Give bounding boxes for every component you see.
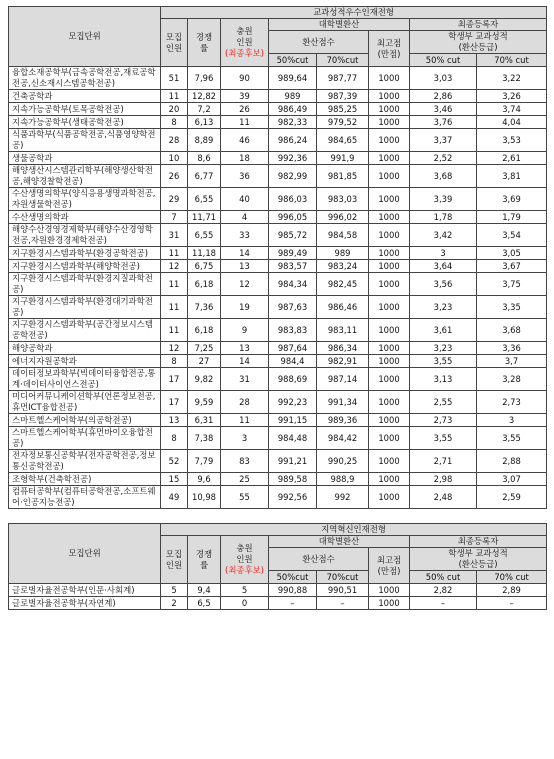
- score-70cut-cell: 987,39: [317, 90, 369, 103]
- extra-cell: 19: [221, 296, 269, 319]
- major-cell: 건축공학과: [9, 90, 161, 103]
- extra-cell: 13: [221, 342, 269, 355]
- major-cell: 지속가능공학부(생태공학전공): [9, 116, 161, 129]
- grade-70cut-cell: 2,59: [477, 486, 547, 509]
- extra-cell: 11: [221, 414, 269, 427]
- score-50cut-cell: –: [269, 597, 317, 610]
- header-50cut-grade: 50% cut: [410, 54, 477, 67]
- score-70cut-cell: 985,25: [317, 103, 369, 116]
- header2-quota: 모집 인원: [161, 536, 188, 584]
- score-50cut-cell: 987,64: [269, 342, 317, 355]
- grade-50cut-cell: 3,56: [410, 273, 477, 296]
- grade-70cut-cell: 3,75: [477, 273, 547, 296]
- max-score-cell: 1000: [369, 116, 410, 129]
- major-cell: 지구환경시스템과학부(해양학전공): [9, 260, 161, 273]
- major-cell: 수산생명의학부(양식응용생명과학전공,자원생물학전공): [9, 188, 161, 211]
- grade-50cut-cell: 3: [410, 247, 477, 260]
- score-50cut-cell: 988,69: [269, 368, 317, 391]
- grade-50cut-cell: 3,64: [410, 260, 477, 273]
- major-cell: 데이터정보과학부(빅데이터융합전공,통계·데이터사이언스전공): [9, 368, 161, 391]
- major-cell: 컴퓨터공학부(컴퓨터공학전공,소프트웨어·인공지능전공): [9, 486, 161, 509]
- competition-cell: 6,13: [188, 116, 221, 129]
- header2-competition: 경쟁 률: [188, 536, 221, 584]
- header-extra-note: (최종후보): [225, 48, 264, 58]
- grade-50cut-cell: 3,76: [410, 116, 477, 129]
- header-competition: 경쟁 률: [188, 19, 221, 67]
- competition-cell: 6,5: [188, 597, 221, 610]
- max-score-cell: 1000: [369, 165, 410, 188]
- score-50cut-cell: 985,72: [269, 224, 317, 247]
- grade-50cut-cell: 3,03: [410, 67, 477, 90]
- table-row: [9, 247, 547, 260]
- major-cell: 에너지자원공학과: [9, 355, 161, 368]
- table-row: [9, 584, 547, 597]
- score-70cut-cell: 986,34: [317, 342, 369, 355]
- table-row: [9, 355, 547, 368]
- quota-cell: 13: [161, 414, 188, 427]
- score-50cut-cell: 991,15: [269, 414, 317, 427]
- grade-50cut-cell: 2,82: [410, 584, 477, 597]
- grade-50cut-cell: 1,78: [410, 211, 477, 224]
- quota-cell: 17: [161, 391, 188, 414]
- score-70cut-cell: 989: [317, 247, 369, 260]
- quota-cell: 49: [161, 486, 188, 509]
- score-70cut-cell: 979,52: [317, 116, 369, 129]
- extra-cell: 90: [221, 67, 269, 90]
- quota-cell: 12: [161, 260, 188, 273]
- grade-70cut-cell: 3,54: [477, 224, 547, 247]
- score-70cut-cell: 996,02: [317, 211, 369, 224]
- grade-70cut-cell: 3,22: [477, 67, 547, 90]
- competition-cell: 9,59: [188, 391, 221, 414]
- max-score-cell: 1000: [369, 129, 410, 152]
- score-50cut-cell: 989,49: [269, 247, 317, 260]
- table-row: [9, 296, 547, 319]
- grade-50cut-cell: 2,71: [410, 450, 477, 473]
- max-score-cell: 1000: [369, 188, 410, 211]
- grade-70cut-cell: 3,07: [477, 473, 547, 486]
- score-70cut-cell: 987,14: [317, 368, 369, 391]
- competition-cell: 8,6: [188, 152, 221, 165]
- competition-cell: 7,38: [188, 427, 221, 450]
- max-score-cell: 1000: [369, 211, 410, 224]
- score-70cut-cell: 982,45: [317, 273, 369, 296]
- header2-extra: [221, 536, 269, 584]
- grade-70cut-cell: 2,73: [477, 391, 547, 414]
- score-70cut-cell: 992: [317, 486, 369, 509]
- quota-cell: 51: [161, 67, 188, 90]
- quota-cell: 20: [161, 103, 188, 116]
- extra-cell: 26: [221, 103, 269, 116]
- grade-70cut-cell: 3,36: [477, 342, 547, 355]
- extra-cell: 46: [221, 129, 269, 152]
- competition-cell: 6,75: [188, 260, 221, 273]
- table-row: [9, 342, 547, 355]
- extra-cell: 9: [221, 319, 269, 342]
- quota-cell: 10: [161, 152, 188, 165]
- grade-50cut-cell: 3,13: [410, 368, 477, 391]
- grade-70cut-cell: 2,61: [477, 152, 547, 165]
- extra-cell: 40: [221, 188, 269, 211]
- table-row: [9, 319, 547, 342]
- competition-cell: 7,2: [188, 103, 221, 116]
- grade-70cut-cell: 1,79: [477, 211, 547, 224]
- score-70cut-cell: 981,85: [317, 165, 369, 188]
- header2-final-reg-sub: 학생부 교과성적 (환산등급): [410, 548, 547, 571]
- header2-major: 모집단위: [9, 524, 161, 584]
- grade-70cut-cell: 3,7: [477, 355, 547, 368]
- score-50cut-cell: 982,33: [269, 116, 317, 129]
- grade-50cut-cell: 3,23: [410, 342, 477, 355]
- competition-cell: 9,6: [188, 473, 221, 486]
- table-row: [9, 103, 547, 116]
- header-max-score: 최고점 (만점): [369, 31, 410, 67]
- table-row: [9, 90, 547, 103]
- quota-cell: 5: [161, 584, 188, 597]
- competition-cell: 10,98: [188, 486, 221, 509]
- extra-cell: 25: [221, 473, 269, 486]
- major-cell: 수산생명의학과: [9, 211, 161, 224]
- score-70cut-cell: 991,34: [317, 391, 369, 414]
- header2-university-conversion: 대학별환산: [269, 536, 410, 548]
- max-score-cell: 1000: [369, 103, 410, 116]
- score-50cut-cell: 983,57: [269, 260, 317, 273]
- max-score-cell: 1000: [369, 319, 410, 342]
- grade-50cut-cell: –: [410, 597, 477, 610]
- score-70cut-cell: –: [317, 597, 369, 610]
- header2-extra-note: (최종후보): [225, 565, 264, 575]
- quota-cell: 8: [161, 355, 188, 368]
- header-final-reg: 최종등록자: [410, 19, 547, 31]
- table-row: [9, 152, 547, 165]
- table-row: [9, 414, 547, 427]
- grade-70cut-cell: 3,55: [477, 427, 547, 450]
- max-score-cell: 1000: [369, 584, 410, 597]
- extra-cell: 3: [221, 427, 269, 450]
- grade-50cut-cell: 3,39: [410, 188, 477, 211]
- competition-cell: 12,82: [188, 90, 221, 103]
- max-score-cell: 1000: [369, 260, 410, 273]
- table-row: [9, 67, 547, 90]
- grade-70cut-cell: 3,26: [477, 90, 547, 103]
- table-regional-innovation: [8, 523, 547, 610]
- header-70cut-grade: 70% cut: [477, 54, 547, 67]
- quota-cell: 52: [161, 450, 188, 473]
- extra-cell: 14: [221, 355, 269, 368]
- major-cell: 식품과학부(식품공학전공,식품영양학전공): [9, 129, 161, 152]
- table-row: [9, 391, 547, 414]
- grade-50cut-cell: 2,86: [410, 90, 477, 103]
- score-50cut-cell: 989: [269, 90, 317, 103]
- major-cell: 미디어커뮤니케이션학부(언론정보전공,휴먼ICT융합전공): [9, 391, 161, 414]
- extra-cell: 12: [221, 273, 269, 296]
- major-cell: 전자정보통신공학부(전자공학전공,정보통신공학전공): [9, 450, 161, 473]
- grade-70cut-cell: 2,89: [477, 584, 547, 597]
- quota-cell: 11: [161, 273, 188, 296]
- quota-cell: 11: [161, 296, 188, 319]
- extra-cell: 13: [221, 260, 269, 273]
- competition-cell: 6,31: [188, 414, 221, 427]
- grade-50cut-cell: 3,55: [410, 355, 477, 368]
- table-row: [9, 473, 547, 486]
- table-row: [9, 260, 547, 273]
- grade-70cut-cell: 3,05: [477, 247, 547, 260]
- score-70cut-cell: 990,25: [317, 450, 369, 473]
- quota-cell: 2: [161, 597, 188, 610]
- grade-70cut-cell: 3,53: [477, 129, 547, 152]
- extra-cell: 55: [221, 486, 269, 509]
- header2-50cut-grade: 50% cut: [410, 571, 477, 584]
- major-cell: 해양수산경영경제학부(해양수산경영학전공,자원환경경제학전공): [9, 224, 161, 247]
- grade-50cut-cell: 3,42: [410, 224, 477, 247]
- max-score-cell: 1000: [369, 67, 410, 90]
- quota-cell: 8: [161, 427, 188, 450]
- grade-50cut-cell: 2,73: [410, 414, 477, 427]
- score-70cut-cell: 991,9: [317, 152, 369, 165]
- grade-70cut-cell: 3,68: [477, 319, 547, 342]
- table-academic-excellence: [8, 6, 547, 509]
- header2-50cut: 50%cut: [269, 571, 317, 584]
- max-score-cell: 1000: [369, 342, 410, 355]
- score-70cut-cell: 983,11: [317, 319, 369, 342]
- score-50cut-cell: 986,24: [269, 129, 317, 152]
- score-50cut-cell: 986,03: [269, 188, 317, 211]
- max-score-cell: 1000: [369, 450, 410, 473]
- grade-70cut-cell: 3,67: [477, 260, 547, 273]
- table-row: [9, 427, 547, 450]
- major-cell: 지속가능공학부(토목공학전공): [9, 103, 161, 116]
- header2-70cut-grade: 70% cut: [477, 571, 547, 584]
- major-cell: 지구환경시스템과학부(공간정보시스템공학전공): [9, 319, 161, 342]
- major-cell: 스마트헬스케어학부(휴먼바이오융합전공): [9, 427, 161, 450]
- header-50cut: 50%cut: [269, 54, 317, 67]
- grade-70cut-cell: 2,88: [477, 450, 547, 473]
- competition-cell: 7,96: [188, 67, 221, 90]
- quota-cell: 7: [161, 211, 188, 224]
- score-50cut-cell: 986,49: [269, 103, 317, 116]
- header-extra: [221, 19, 269, 67]
- max-score-cell: 1000: [369, 427, 410, 450]
- max-score-cell: 1000: [369, 224, 410, 247]
- score-70cut-cell: 983,24: [317, 260, 369, 273]
- table-row: [9, 116, 547, 129]
- major-cell: 지구환경시스템과학부(환경공학전공): [9, 247, 161, 260]
- major-cell: 지구환경시스템과학부(환경대기과학전공): [9, 296, 161, 319]
- extra-cell: 39: [221, 90, 269, 103]
- competition-cell: 6,55: [188, 188, 221, 211]
- competition-cell: 6,55: [188, 224, 221, 247]
- competition-cell: 27: [188, 355, 221, 368]
- extra-cell: 4: [221, 211, 269, 224]
- major-cell: 글로벌자율전공학부(인문·사회계): [9, 584, 161, 597]
- extra-cell: 5: [221, 584, 269, 597]
- score-50cut-cell: 992,56: [269, 486, 317, 509]
- grade-50cut-cell: 2,52: [410, 152, 477, 165]
- major-cell: 지구환경시스템과학부(환경지질과학전공): [9, 273, 161, 296]
- score-50cut-cell: 984,34: [269, 273, 317, 296]
- score-70cut-cell: 988,9: [317, 473, 369, 486]
- grade-50cut-cell: 2,98: [410, 473, 477, 486]
- major-cell: 스마트헬스케어학부(의공학전공): [9, 414, 161, 427]
- table-row: [9, 165, 547, 188]
- competition-cell: 11,18: [188, 247, 221, 260]
- extra-cell: 33: [221, 224, 269, 247]
- major-cell: 생물공학과: [9, 152, 161, 165]
- max-score-cell: 1000: [369, 152, 410, 165]
- table-row: [9, 129, 547, 152]
- grade-50cut-cell: 3,61: [410, 319, 477, 342]
- grade-50cut-cell: 3,23: [410, 296, 477, 319]
- header-quota: 모집 인원: [161, 19, 188, 67]
- competition-cell: 6,77: [188, 165, 221, 188]
- table-row: [9, 368, 547, 391]
- competition-cell: 7,36: [188, 296, 221, 319]
- table-row: [9, 273, 547, 296]
- score-50cut-cell: 992,23: [269, 391, 317, 414]
- header2-max-score: 최고점 (만점): [369, 548, 410, 584]
- extra-cell: 28: [221, 391, 269, 414]
- score-50cut-cell: 996,05: [269, 211, 317, 224]
- score-50cut-cell: 989,64: [269, 67, 317, 90]
- grade-70cut-cell: –: [477, 597, 547, 610]
- max-score-cell: 1000: [369, 368, 410, 391]
- score-70cut-cell: 989,36: [317, 414, 369, 427]
- max-score-cell: 1000: [369, 414, 410, 427]
- competition-cell: 9,4: [188, 584, 221, 597]
- grade-50cut-cell: 2,48: [410, 486, 477, 509]
- max-score-cell: 1000: [369, 597, 410, 610]
- quota-cell: 11: [161, 247, 188, 260]
- quota-cell: 28: [161, 129, 188, 152]
- header2-extra-label: 충원 인원: [236, 543, 253, 564]
- extra-cell: 36: [221, 165, 269, 188]
- major-cell: 해양생산시스템관리학부(해양생산학전공,해양경찰학전공): [9, 165, 161, 188]
- score-70cut-cell: 987,77: [317, 67, 369, 90]
- score-70cut-cell: 983,03: [317, 188, 369, 211]
- max-score-cell: 1000: [369, 486, 410, 509]
- table-row: [9, 211, 547, 224]
- grade-70cut-cell: 3,35: [477, 296, 547, 319]
- max-score-cell: 1000: [369, 473, 410, 486]
- score-70cut-cell: 990,51: [317, 584, 369, 597]
- score-50cut-cell: 983,83: [269, 319, 317, 342]
- competition-cell: 6,18: [188, 273, 221, 296]
- score-70cut-cell: 984,42: [317, 427, 369, 450]
- grade-70cut-cell: 3,81: [477, 165, 547, 188]
- header-extra-label: 충원 인원: [236, 26, 253, 47]
- header2-final-reg: 최종등록자: [410, 536, 547, 548]
- competition-cell: 6,18: [188, 319, 221, 342]
- grade-70cut-cell: 4,04: [477, 116, 547, 129]
- table-row: [9, 224, 547, 247]
- header-university-conversion: 대학별환산: [269, 19, 410, 31]
- quota-cell: 29: [161, 188, 188, 211]
- score-50cut-cell: 991,21: [269, 450, 317, 473]
- grade-70cut-cell: 3,69: [477, 188, 547, 211]
- major-cell: 해양공학과: [9, 342, 161, 355]
- score-50cut-cell: 987,63: [269, 296, 317, 319]
- score-50cut-cell: 990,88: [269, 584, 317, 597]
- table-row: [9, 450, 547, 473]
- max-score-cell: 1000: [369, 296, 410, 319]
- extra-cell: 11: [221, 116, 269, 129]
- grade-70cut-cell: 3: [477, 414, 547, 427]
- table-row: [9, 188, 547, 211]
- quota-cell: 12: [161, 342, 188, 355]
- score-70cut-cell: 986,46: [317, 296, 369, 319]
- header-category: 교과성적우수인재전형: [161, 7, 547, 19]
- competition-cell: 8,89: [188, 129, 221, 152]
- max-score-cell: 1000: [369, 273, 410, 296]
- grade-70cut-cell: 3,28: [477, 368, 547, 391]
- quota-cell: 15: [161, 473, 188, 486]
- score-50cut-cell: 984,4: [269, 355, 317, 368]
- header2-category: 지역혁신인재전형: [161, 524, 547, 536]
- competition-cell: 11,71: [188, 211, 221, 224]
- grade-70cut-cell: 3,74: [477, 103, 547, 116]
- score-70cut-cell: 984,58: [317, 224, 369, 247]
- quota-cell: 17: [161, 368, 188, 391]
- score-70cut-cell: 982,91: [317, 355, 369, 368]
- quota-cell: 11: [161, 319, 188, 342]
- grade-50cut-cell: 3,55: [410, 427, 477, 450]
- quota-cell: 8: [161, 116, 188, 129]
- header-final-reg-sub: 학생부 교과성적 (환산등급): [410, 31, 547, 54]
- quota-cell: 11: [161, 90, 188, 103]
- extra-cell: 14: [221, 247, 269, 260]
- major-cell: 조형학부(건축학전공): [9, 473, 161, 486]
- extra-cell: 31: [221, 368, 269, 391]
- extra-cell: 83: [221, 450, 269, 473]
- extra-cell: 0: [221, 597, 269, 610]
- score-50cut-cell: 992,36: [269, 152, 317, 165]
- grade-50cut-cell: 3,37: [410, 129, 477, 152]
- competition-cell: 7,25: [188, 342, 221, 355]
- competition-cell: 7,79: [188, 450, 221, 473]
- header-major: 모집단위: [9, 7, 161, 67]
- major-cell: 글로벌자율전공학부(자연계): [9, 597, 161, 610]
- score-50cut-cell: 989,58: [269, 473, 317, 486]
- grade-50cut-cell: 2,55: [410, 391, 477, 414]
- score-70cut-cell: 984,65: [317, 129, 369, 152]
- header-70cut: 70%cut: [317, 54, 369, 67]
- max-score-cell: 1000: [369, 247, 410, 260]
- max-score-cell: 1000: [369, 90, 410, 103]
- max-score-cell: 1000: [369, 355, 410, 368]
- major-cell: 융합소재공학부(금속공학전공,재료공학전공,신소재시스템공학전공): [9, 67, 161, 90]
- extra-cell: 18: [221, 152, 269, 165]
- score-50cut-cell: 984,48: [269, 427, 317, 450]
- competition-cell: 9,82: [188, 368, 221, 391]
- grade-50cut-cell: 3,68: [410, 165, 477, 188]
- max-score-cell: 1000: [369, 391, 410, 414]
- header-converted-score: 환산점수: [269, 31, 369, 54]
- table-row: [9, 597, 547, 610]
- table-row: [9, 486, 547, 509]
- quota-cell: 26: [161, 165, 188, 188]
- header2-converted-score: 환산점수: [269, 548, 369, 571]
- header2-70cut: 70%cut: [317, 571, 369, 584]
- score-50cut-cell: 982,99: [269, 165, 317, 188]
- quota-cell: 31: [161, 224, 188, 247]
- grade-50cut-cell: 3,46: [410, 103, 477, 116]
- admission-results: [8, 6, 546, 610]
